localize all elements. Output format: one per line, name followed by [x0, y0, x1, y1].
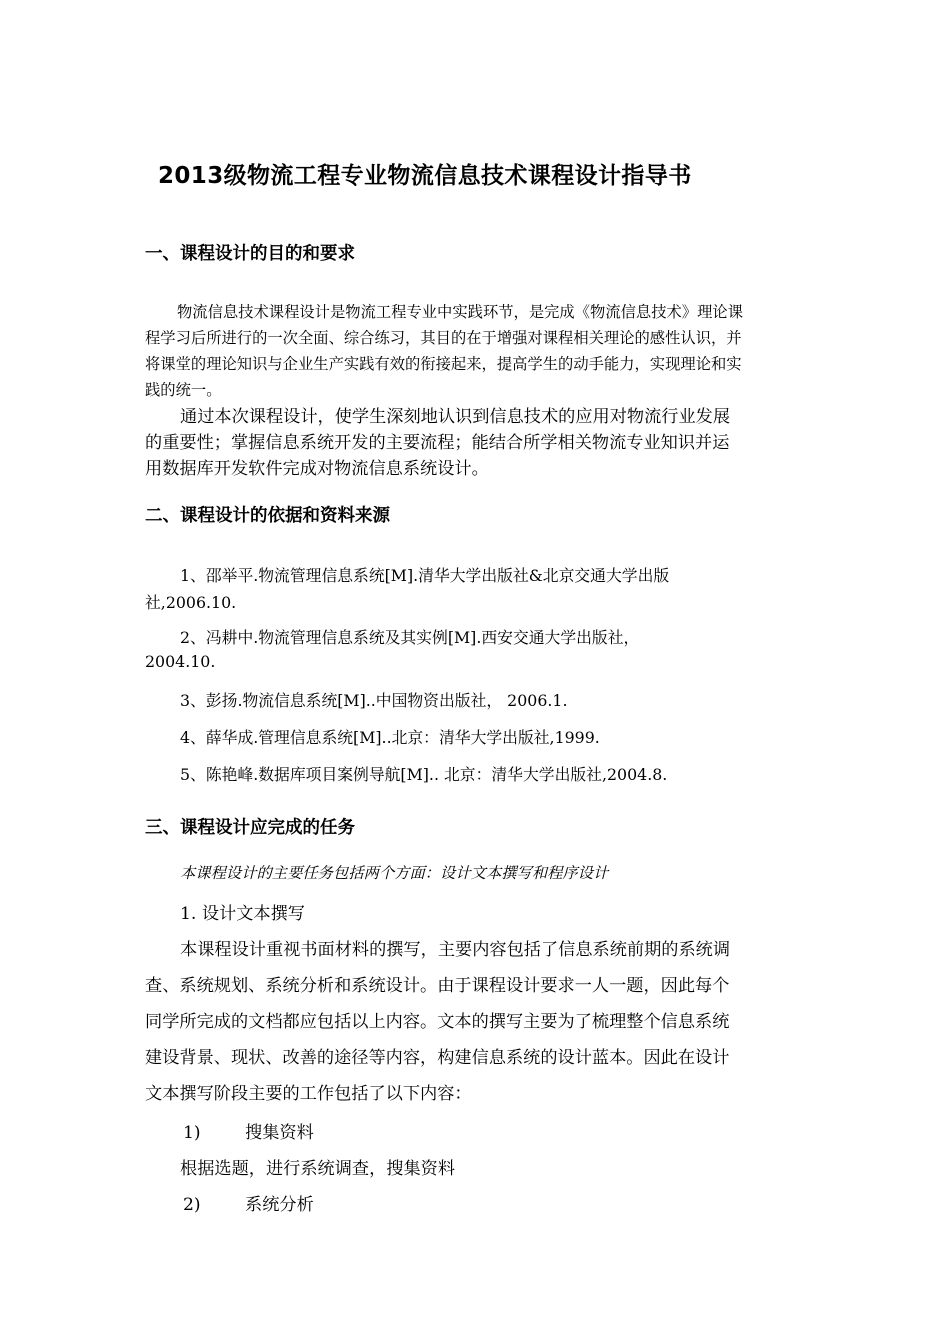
section3-body-line5: 文本撰写阶段主要的工作包括了以下内容：	[145, 1084, 472, 1104]
section3-heading: 三、课程设计应完成的任务	[145, 818, 355, 838]
subitem-1-number: 1)	[183, 1123, 201, 1143]
section1-para1-line4: 践的统一。	[145, 381, 222, 399]
section1-para1-line3: 将课堂的理论知识与企业生产实践有效的衔接起来，提高学生的动手能力，实现理论和实	[145, 355, 742, 373]
section3-body-line4: 建设背景、现状、改善的途径等内容，构建信息系统的设计蓝本。因此在设计	[145, 1048, 730, 1068]
section1-heading: 一、课程设计的目的和要求	[145, 244, 355, 264]
section1-para1-line2: 程学习后所进行的一次全面、综合练习，其目的在于增强对课程相关理论的感性认识，并	[145, 329, 742, 347]
reference-5: 5、陈艳峰.数据库项目案例导航[M].. 北京：清华大学出版社,2004.8.	[180, 765, 668, 784]
reference-2: 2、冯耕中.物流管理信息系统及其实例[M].西安交通大学出版社，	[180, 628, 640, 647]
section3-body-line2: 查、系统规划、系统分析和系统设计。由于课程设计要求一人一题，因此每个	[145, 976, 730, 996]
section1-para2-line2: 的重要性；掌握信息系统开发的主要流程；能结合所学相关物流专业知识并运	[145, 433, 730, 453]
reference-4: 4、薛华成.管理信息系统[M]..北京：清华大学出版社,1999.	[180, 728, 600, 747]
section2-heading: 二、课程设计的依据和资料来源	[145, 506, 390, 526]
section1-para2-line3: 用数据库开发软件完成对物流信息系统设计。	[145, 459, 489, 479]
subitem-1-label: 搜集资料	[245, 1123, 314, 1143]
subitem-2-label: 系统分析	[245, 1195, 314, 1215]
section3-body-line3: 同学所完成的文档都应包括以上内容。文本的撰写主要为了梳理整个信息系统	[145, 1012, 730, 1032]
subitem-1-description: 根据选题，进行系统调查，搜集资料	[180, 1159, 456, 1179]
subitem-1	[183, 1118, 314, 1143]
section3-body-line1: 本课程设计重视书面材料的撰写，主要内容包括了信息系统前期的系统调	[180, 940, 731, 960]
item1-title: 1. 设计文本撰写	[180, 904, 305, 924]
subitem-2-number: 2)	[183, 1195, 201, 1215]
reference-3: 3、彭扬.物流信息系统[M]..中国物资出版社， 2006.1.	[180, 691, 568, 710]
section1-para1-line1: 物流信息技术课程设计是物流工程专业中实践环节，是完成《物流信息技术》理论课	[177, 303, 743, 321]
document-title: 2013级物流工程专业物流信息技术课程设计指导书	[158, 163, 692, 189]
reference-2-cont: 2004.10.	[145, 652, 216, 671]
section1-para2-line1: 通过本次课程设计，使学生深刻地认识到信息技术的应用对物流行业发展	[180, 407, 731, 427]
section3-intro: 本课程设计的主要任务包括两个方面：设计文本撰写和程序设计	[180, 864, 609, 882]
reference-1-cont: 社,2006.10.	[145, 593, 237, 612]
subitem-2	[183, 1190, 314, 1215]
reference-1: 1、邵举平.物流管理信息系统[M].清华大学出版社&北京交通大学出版	[180, 566, 670, 585]
